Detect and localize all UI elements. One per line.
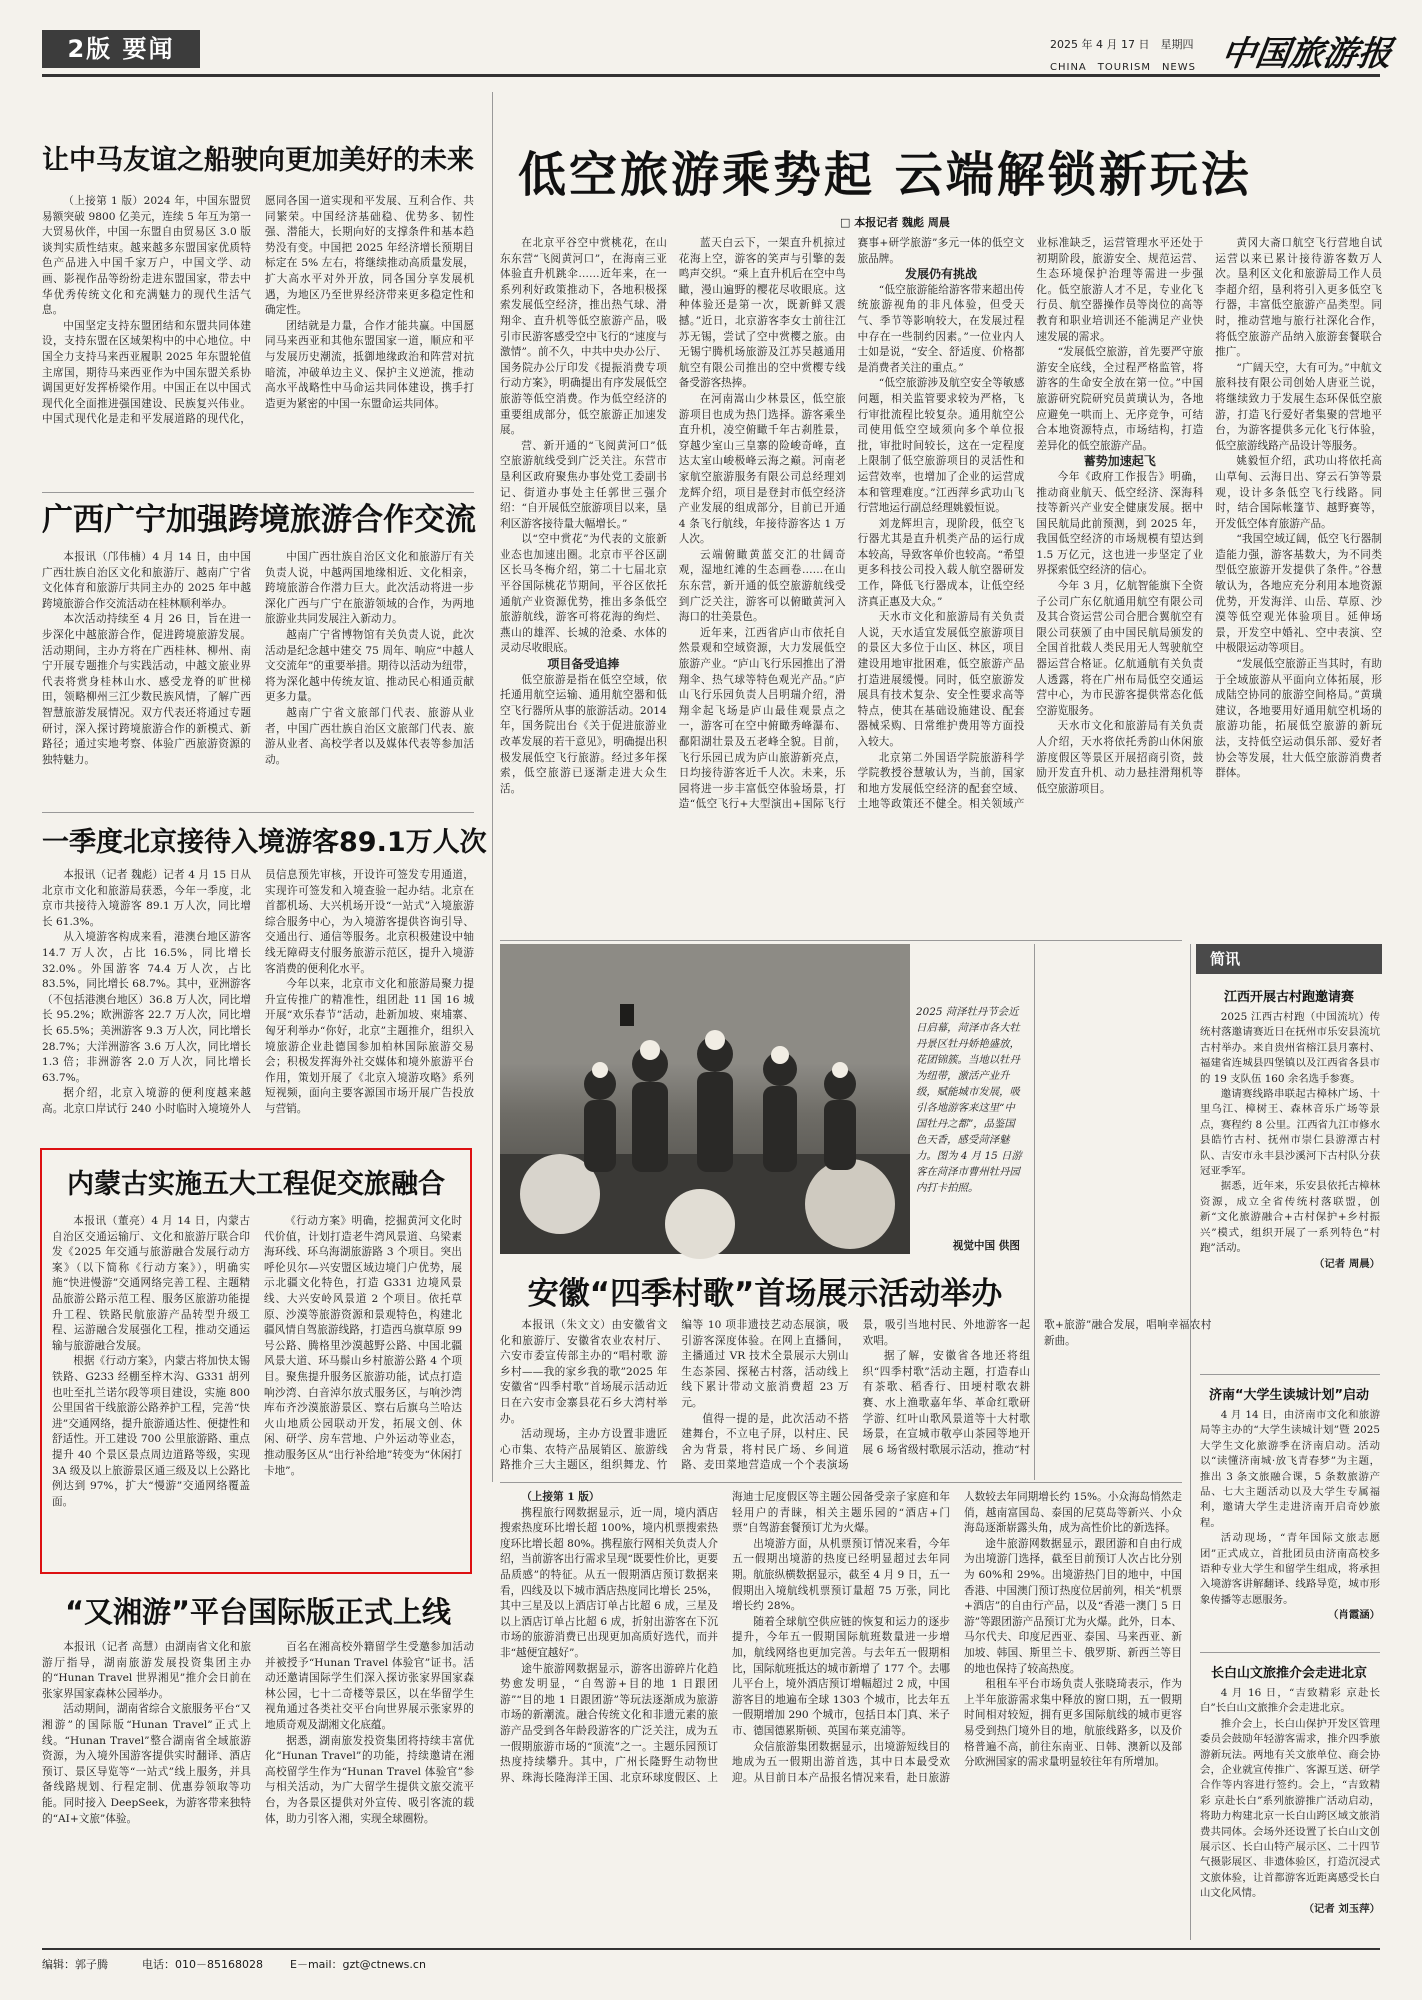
brief-section-label: 简讯	[1210, 950, 1241, 968]
art2-body: 在北京平谷空中赏桃花，在山东东营“飞阅黄河口”，在海南三亚体验直升机跳伞……近年来，在一系列利好政策推动下，各地积极探索发展低空经济，推出热气球、滑翔伞、直升机等低空旅游产品，吸引市民游客感受空中飞行的“速度与激情”。前不久，中共中央办公厅、国务院办公厅印发《提振消费专项行动方案》，明确提出有序发展低空旅游等低空消费。作为低空经济的重要组成部分，低空旅游正加速发展。 营、新开通的“飞阅黄河口”低空旅游航线受到广泛关注。东营市垦利区政府聚焦办事处党工委副书记、街道办事处主任郭世三强介绍：“自开展低空旅游项目以来，垦利区游客接待量大幅增长。” 以“空中赏花”为代表的文旅新业态也加速出圈。北京市平谷区副区长马冬梅介绍，第二十七届北京平谷国际桃花节期间，平谷区依托通航产业资源优势，推出多条低空旅游航线，游客可将花海的绚烂、燕山的雄浑、长城的沧桑、水体的灵动尽收眼底。 项目备受追捧 低空旅游是指在低空空域，依托通用航空运输、通用航空器和低空飞行器所从事的旅游活动。2014 年，国务院出台《关于促进旅游业改革发展的若干意见》，明确提出积极发展低空飞行旅游。经过多年探索，低空旅游已逐渐走进大众生活。 蓝天白云下，一架直升机掠过花海上空，游客的笑声与引擎的轰鸣声交织。“乘上直升机后在空中鸟瞰，漫山遍野的樱花尽收眼底。这种体验还是第一次，既新鲜又震撼。”近日，北京游客李女士前往江苏无锡，尝试了空中赏樱之旅。由无锡宁腾机场旅游及江苏吴越通用航空有限公司推出的空中赏樱专线备受游客热捧。 在河南嵩山少林景区，低空旅游项目也成为热门选择。游客乘坐直升机，凌空俯瞰千年古刹胜景，穿越少室山三皇寨的险峻奇峰，直达太室山峻极峰云海之巅。河南老家航空旅游服务有限公司总经理刘龙辉介绍，项目是登封市低空经济产业发展的组成部分，目前已开通 4 条飞行航线，年接待游客达 1 万人次。 云端俯瞰黄蓝交汇的壮阔奇观，湿地红滩的生态画卷……在山东东营，新开通的低空旅游航线受到广泛关注，游客可以俯瞰黄河入海口的壮美景色。 近年来，江西省庐山市依托自然景观和空域资源，大力发展低空旅游产业。“庐山飞行乐园推出了滑翔伞、热气球等特色观光产品。”庐山飞行乐园负责人吕明瑞介绍，滑翔伞起飞场是庐山最佳观景点之一，游客可在空中俯瞰秀峰瀑布、鄱阳湖壮景及五老峰全貌。目前，飞行乐园已成为庐山旅游新亮点，日均接待游客近千人次。未来，乐园将进一步丰富低空体验场景，打造“低空飞行+大型演出+国际飞行赛事+研学旅游”多元一体的低空文旅品牌。 发展仍有挑战 “低空旅游能给游客带来超出传统旅游视角的非凡体验，但受天气、季节等影响较大，在发展过程中存在一些制约因素。”一位业内人士如是说，“安全、舒适度、价格都是消费者关注的重点。” “低空旅游涉及航空安全等敏感问题，相关监管要求较为严格，飞行审批流程比较复杂。通用航空公司使用低空空域须向多个单位报批，审批时间较长，这在一定程度上限制了低空旅游项目的灵活性和运营效率，也增加了企业的运营成本和管理难度。”江西萍乡武功山飞行营地运行副总经理姚毅恒说。 刘龙辉坦言，现阶段，低空飞行器尤其是直升机类产品的运行成本较高，导致客单价也较高。“希望更多科技公司投入载人航空器研发工作，降低飞行器成本，让低空经济真正惠及大众。” 天水市文化和旅游局有关负责人说，天水适宜发展低空旅游项目的景区大多位于山区、林区，项目建设用地审批困难，低空旅游产品打造进展缓慢。同时，低空旅游发展具有技术复杂、安全性要求高等特点，使其在基础设施建设、配套器械采购、日常维护费用等方面投入较大。 北京第二外国语学院旅游科学学院教授谷慧敏认为，当前，国家和地方发展低空经济的配套空域、土地等政策还不健全。相关领域产业标准缺乏，运营管理水平还处于初期阶段，旅游安全、规范运营、生态环境保护治理等需进一步强化。低空旅游人才不足，专业化飞行员、航空器操作员等岗位的高等教育和职业培训还不能满足产业快速发展的需求。 “发展低空旅游，首先要严守旅游安全底线，全过程严格监管，将游客的生命安全放在第一位。”中国旅游研究院研究员黄璜认为，各地应避免一哄而上、无序竞争，可结合本地资源特点，市场结构，打造差异化的低空旅游产品。 蓄势加速起飞 今年《政府工作报告》明确，推动商业航天、低空经济、深海科技等新兴产业安全健康发展。据中国民航局此前预测，到 2025 年，我国低空经济的市场规模有望达到 1.5 万亿元，这也进一步坚定了业界探索低空经济的信心。 今年 3 月，亿航智能旗下全资子公司广东亿航通用航空有限公司及其合资运营公司合肥合翼航空有限公司获颁了由中国民航局颁发的全国首批载人类民用无人驾驶航空器运营合格证。亿航通航有关负责人透露，将在广州布局低空交通运营中心，为市民游客提供常态化低空游览服务。 天水市文化和旅游局有关负责人介绍，天水将依托秀韵山休闲旅游度假区等景区开展招商引资，鼓励开发直升机、动力悬挂滑翔机等低空旅游项目。 黄冈大斋口航空飞行营地自试运营以来已累计接待游客数万人次。垦利区文化和旅游局工作人员李超介绍，垦利将引入更多低空飞行器，丰富低空旅游产品类型。同时，推动营地与旅行社深化合作，将低空旅游产品纳入旅游套餐联合推广。 “广阔天空，大有可为。”中航文旅科技有限公司创始人唐亚兰说，将继续致力于发展生态环保低空旅游，打造飞行爱好者集聚的营地平台，为游客提供多元化飞行体验，低空旅游线路产品设计等服务。 姚毅恒介绍，武功山将依托高山草甸、云海日出、穿云石笋等景观，设计多条低空飞行线路。同时，结合国际帐篷节、越野赛等，开发低空体育旅游产品。 “我国空域辽阔，低空飞行器制造能力强，游客基数大，为不同类型低空旅游开发提供了条件。”谷慧敏认为，各地应充分利用本地资源优势，开发海洋、山岳、草原、沙漠等低空观光体验项目。延伸场景，开发空中婚礼、空中表演、空中极限运动等项目。 “发展低空旅游正当其时，有助于全域旅游从平面向立体拓展，形成陆空协同的旅游空间格局。”黄璜建议，各地要用好通用航空机场的旅游功能，拓展低空旅游的新玩法，支持低空运动俱乐部、爱好者协会等发展，壮大低空旅游消费者群体。	[500, 237, 1382, 811]
brief1-body: 2025 江西古村跑（中国流坑）传统村落邀请赛近日在抚州市乐安县流坑古村举办。来自贵州省榕江县月寨村、福建省连城县四堡镇以及江西省各县市的 19 支队伍 160 余名选手参赛。 邀请赛线路串联起古樟林广场、十里乌江、樟树王、森林音乐广场等景点，赛程约 8 公里。江西省九江市修水县皓竹古村、抚州市崇仁县游潭古村队、吉安市永丰县沙溪河下古村队分获冠亚季军。 据悉，近年来，乐安县依托古樟林资源，成立全省传统村落联盟，创新“文化旅游融合+古村保护+乡村振兴”模式，组织开展了一系列特色“村跑”活动。 （记者 周晨）	[1200, 1011, 1380, 1270]
brief1-title: 江西开展古村跑邀请赛	[1223, 990, 1354, 1005]
masthead-en: CHINA TOURISM NEWS	[1050, 62, 1196, 73]
subhead: 项目备受追捧	[547, 657, 620, 672]
subhead: 蓄势加速起飞	[1083, 454, 1156, 469]
issue-date: 2025 年 4 月 17 日 星期四	[1050, 38, 1194, 51]
art7-body: 本报讯（朱文文）由安徽省文化和旅游厅、安徽省农业农村厅、六安市委宣传部主办的“唱村歌 游乡村——我的家乡我的歌”2025 年安徽省“四季村歌”首场展示活动近日在六安市金寨县花石乡大湾村举办。 活动现场，主办方设置非遗匠心市集、农特产品展销区、旅游线路推介三大主题区，组织舞龙、竹编等 10 项非遗技艺动态展演，吸引游客深度体验。在网上直播间，主播通过 VR 技术全景展示大别山生态茶园、探秘古村落，活动线上线下累计带动文旅消费超 23 万元。 值得一提的是，此次活动不搭建舞台，不立电子屏，以村庄、民舍为背景，将村民广场、乡间道路、麦田菜地营造成一个个表演场景，吸引当地村民、外地游客一起欢唱。 据了解，安徽省各地还将组织“四季村歌”活动主题，打造春山有茶歌、稻香行、田埂村歌农耕赛、水上渔歌嘉年华、革命红歌研学游、红叶山歌风景道等十大村歌场景，在宣城市敬亭山茶园等地开展 6 场省级村歌展示活动，推动“村歌+旅游”融合发展，唱响幸福农村新曲。	[500, 1319, 1212, 1472]
art5-title: 内蒙古实施五大工程促交旅融合	[67, 1169, 445, 1200]
footer-phone: 电话：010－85168028	[142, 1958, 263, 1971]
brief3-title: 长白山文旅推介会走进北京	[1210, 1666, 1367, 1681]
art2-title: 低空旅游乘势起 云端解锁新玩法	[518, 147, 1252, 203]
art6-title: “又湘游”平台国际版正式上线	[64, 1595, 452, 1629]
art6-body: 本报讯（记者 高慧）由湖南省文化和旅游厅指导，湖南旅游发展投资集团主办的“Hunan Travel 世界湘见”推介会日前在张家界国家森林公园举办。 活动期间，湖南省综合文旅服务平台“又湘游”的国际版“Hunan Travel”正式上线。“Hunan Travel”整合湖南省全域旅游资源，为入境外国游客提供实时翻译、酒店预订、景区导览等“一站式”线上服务，并具备线路规划、行程定制、优惠券领取等功能。同时接入 DeepSeek，为游客带来独特的“AI+文旅”体验。 百名在湘高校外籍留学生受邀参加活动并被授予“Hunan Travel 体验官”证书。活动还邀请国际学生们深入探访张家界国家森林公园，七十二奇楼等景区，以在华留学生视角通过各类社交平台向世界展示张家界的地质奇观及湖湘文化底蕴。 据悉，湖南旅发投资集团将持续丰富优化“Hunan Travel”的功能，持续邀请在湘高校留学生作为“Hunan Travel 体验官”参与相关活动，为广大留学生提供文旅交流平台，为各景区提供对外宣传、吸引客流的载体，助力引客入湘，实现全球圈粉。	[42, 1641, 474, 1825]
brief2-title: 济南“大学生读城计划”启动	[1208, 1388, 1370, 1403]
art7-title: 安徽“四季村歌”首场展示活动举办	[527, 1276, 1003, 1312]
divider	[500, 1482, 1182, 1483]
art8-body: （上接第 1 版） 携程旅行网数据显示，近一周，境内酒店搜索热度环比增长超 100%，境内机票搜索热度环比增长超 80%。携程旅行网相关负责人介绍，当前游客出行需求呈现“既要性价比，更要品质感”的特征。从五一假期酒店预订数据来看，四线及以下城市酒店热度同比增长 25%，其中三星及以上酒店订单占比超 6 成，三星及以上酒店订单占比超 6 成，折射出游客在下沉市场的旅游消费已出现更加高质好选代，而并非“越便宜越好”。 途牛旅游网数据显示，游客出游碎片化趋势愈发明显，“自驾游+目的地 1 日跟团游”“目的地 1 日跟团游”等玩法逐渐成为旅游市场的新潮流。融合传统文化和非遗元素的旅游产品受到各年龄段游客的广泛关注，成为五一假期旅游市场的“顶流”之一。主题乐园预订热度持续攀升。其中，广州长隆野生动物世界、珠海长隆海洋王国、北京环球度假区、上海迪士尼度假区等主题公园备受亲子家庭和年轻用户的青睐，相关主题乐园的“酒店+门票”自驾游套餐预订尤为火爆。 出境游方面，从机票预订情况来看，今年五一假期出境游的热度已经明显超过去年同期。航旅纵横数据显示，截至 4 月 9 日，五一假期出入境航线机票预订量超 75 万张，同比增长约 28%。 随着全球航空供应链的恢复和运力的逐步提升，今年五一假期国际航班数量进一步增加，航线网络也更加完善。与去年五一假期相比，国际航班抵达的城市新增了 177 个。去哪儿平台上，境外酒店预订增幅超过 2 成，中国游客目的地遍布全球 1303 个城市，比去年五一假期增加 290 个城市，包括日本门真、米子市、德国德累斯顿、英国布莱克浦等。 众信旅游集团数据显示，出境游短线目的地成为五一假期出游首选，其中日本最受欢迎。从目前日本产品报名情况来看，赴日旅游人数较去年同期增长约 15%。小众海岛悄然走俏，越南富国岛、泰国的尼莫岛等新兴、小众海岛逐渐崭露头角，成为高性价比的新选择。 途牛旅游网数据显示，跟团游和自由行成为出境游门选择，截至目前预订人次占比分别为 60%和 29%。出境游热门目的地中，中国香港、中国澳门预订热度位居前列，相关“机票+酒店”的自由行产品，以及“香港一澳门 5 日游”等跟团游产品预订尤为火爆。此外，日本、马尔代夫、印度尼西亚、泰国、马来西亚、新加坡、韩国、斯里兰卡、俄罗斯、新西兰等目的地也保持了较高热度。 租租车平台市场负责人张晓琦表示，作为上半年旅游需求集中释放的窗口期，五一假期时间相对较短，拥有更多国际航线的城市更容易受到热门境外目的地，航旅线路多，以及价格普遍不高，前往东南亚、日韩、澳新以及部分欧洲国家的需求量明显较往年有所增加。	[500, 1491, 1182, 1784]
art4-body: 本报讯（记者 魏彪）记者 4 月 15 日从北京市文化和旅游局获悉，今年一季度，北京市共接待入境游客 89.1 万人次，同比增长 61.3%。 从入境游客构成来看，港澳台地区游客 14.7 万人次，占比 16.5%，同比增长 32.0%。外国游客 74.4 万人次，占比 83.5%，同比增长 68.7%。其中，亚洲游客（不包括港澳台地区）36.8 万人次，同比增长 95.2%；欧洲游客 22.7 万人次，同比增长 65.5%；美洲游客 9.3 万人次，同比增长 28.7%；大洋洲游客 3.6 万人次，同比增长 1.3 倍；非洲游客 2.0 万人次，同比增长 63.7%。 据介绍，北京入境游的便利度越来越高。北京口岸试行 240 小时临时入境境外人员信息预先审核，开设许可签发专用通道，实现许可签发和入境查验一起办结。北京在首都机场、大兴机场开设“一站式”入境旅游综合服务中心，为入境游客提供咨询引导、交通出行、通信等服务。北京积极建设中轴线无障碍支付服务旅游示范区，提升入境游客消费的便利化水平。 今年以来，北京市文化和旅游局聚力提升宣传推广的精准性，组团赴 11 国 16 城开展“欢乐春节”活动，赴新加坡、柬埔寨、匈牙利举办“你好，北京”主题推介，组织入境旅游企业赴德国参加柏林国际旅游交易会；积极发挥海外社交媒体和境外旅游平台作用，策划开展了《北京入境游攻略》系列短视频，面向主要客源国市场开展广告投放与营销。	[42, 869, 474, 1115]
art3-title: 广西广宁加强跨境旅游合作交流	[42, 502, 476, 538]
brief3-body: 4 月 16 日，“吉致精彩 京赴长白”长白山文旅推介会走进北京。 推介会上，长白山保护开发区管理委员会鼓励年轻游客需求，推介四季旅游新玩法。两地有关文旅单位、商会协会，企业就宣传推广、客源互送、研学合作等内容进行签约。会上，“吉致精彩 京赴长白”系列旅游推广活动启动，将助力构建北京一长白山跨区域文旅消费共同体。会场外还设置了长白山文创展示区、长白山特产展示区、二十四节气摄影展区、非遗体验区，打造沉浸式文旅体验，让首都游客近距离感受长白山文化风情。 （记者 刘玉萍）	[1200, 1687, 1380, 1915]
divider	[1034, 944, 1035, 1480]
divider	[1200, 1652, 1380, 1653]
art4-title: 一季度北京接待入境游客89.1万人次	[42, 827, 487, 858]
art3-body: 本报讯（邝伟楠）4 月 14 日，由中国广西壮族自治区文化和旅游厅、越南广宁省文化体育和旅游厅共同主办的 2025 年中越跨境旅游合作交流活动在桂林顺利举办。 本次活动持续至 4 月 26 日，旨在进一步深化中越旅游合作，促进跨境旅游发展。活动期间，主办方将在广西桂林、柳州、南宁开展专题推介与实践活动，中越文旅业界代表将赏身桂林山水、感受龙脊的旷世梯田，领略柳州三江少数民族风情，了解广西智慧旅游发展情况。双方代表还将通过专题研讨，深入探讨跨境旅游合作的新模式、新路径；通过实地考察、体验广西旅游资源的独特魅力。 中国广西壮族自治区文化和旅游厅有关负责人说，中越两国地缘相近、文化相亲，跨境旅游合作潜力巨大。此次活动将进一步深化广西与广宁在旅游领域的合作，为两地旅游业共同发展注入新动力。 越南广宁省博物馆有关负责人说，此次活动是纪念越中建交 75 周年、响应“中越人文交流年”的重要举措。期待以活动为纽带，将为深化越中传统友谊、推动民心相通贡献更多力量。 越南广宁省文旅部门代表、旅游从业者，中国广西壮族自治区文旅部门代表、旅游从业者、高校学者以及媒体代表等参加活动。	[42, 551, 474, 766]
page-label: 2版 要闻	[42, 30, 200, 68]
footer-editor: 编辑：郭子腾	[42, 1958, 108, 1971]
photo-credit: 视觉中国 供图	[952, 1240, 1020, 1252]
divider	[492, 92, 493, 1482]
art2-byline: □ 本报记者 魏彪 周晨	[840, 216, 950, 229]
photo-caption: 2025 菏泽牡丹节会近日启幕，菏泽市各大牡丹景区牡丹娇艳盛放，花团锦簇。当地以牡丹为纽带，激活产业升级，赋能城市发展，吸引各地游客来这里“中国牡丹之都”，品鉴国色天香，感受菏泽魅力。图为 4 月 15 日游客在菏泽市曹州牡丹园内打卡拍照。	[916, 1006, 1022, 1194]
brief2-body: 4 月 14 日，由济南市文化和旅游局等主办的“大学生读城计划”暨 2025 大学生文化旅游季在济南启动。活动以“读懂济南城·放飞青春梦”为主题，推出 3 条文旅融合课，5 条数旅游产品、七大主题活动以及大学生专属福利，邀请大学生走进济南开启奇妙旅程。 活动现场，“青年国际文旅志愿团”正式成立，首批团员由济南高校多语种专业大学生和留学生组成，将承担入境游客讲解翻译、线路导览，城市形象传播等志愿服务。 （肖霞涵）	[1200, 1409, 1380, 1622]
divider	[1200, 1374, 1380, 1375]
footer-rule	[42, 1948, 1380, 1950]
subhead: 发展仍有挑战	[904, 267, 977, 282]
photo-illustration	[500, 944, 910, 1254]
art1-title: 让中马友谊之船驶向更加美好的未来	[42, 145, 474, 176]
divider	[500, 940, 1182, 941]
divider	[42, 492, 474, 493]
tourists-selfie-photo	[500, 944, 910, 1254]
art1-body: （上接第 1 版）2024 年，中国东盟贸易额突破 9800 亿美元，连续 5 年互为第一大贸易伙伴，中国一东盟自由贸易区 3.0 版谈判实质性结束。越来越多东盟国家优质特色产品进入中国千家万户，中国文学、动画、影视作品等纷纷走进东盟国家，带去中华优秀传统文化和充满魅力的现代生活气息。 中国坚定支持东盟团结和东盟共同体建设，支持东盟在区域架构中的中心地位。中国全力支持马来西亚履职 2025 年东盟轮值主席国，期待马来西亚作为中国东盟关系协调国更好发挥桥梁作用。中国正在以中国式现代化全面推进强国建设、民族复兴伟业。中国式现代化是走和平发展道路的现代化，愿同各国一道实现和平发展、互利合作、共同繁荣。中国经济基础稳、优势多、韧性强、潜能大，长期向好的支撑条件和基本趋势没有变。中国把 2025 年经济增长预期目标定在 5% 左右，将继续推动高质量发展，扩大高水平对外开放，同各国分享发展机遇，为地区乃至世界经济带来更多稳定性和确定性。 团结就是力量，合作才能共赢。中国愿同马来西亚和其他东盟国家一道，顺应和平与发展历史潮流，抵御地缘政治和阵营对抗暗流，冲破单边主义、保护主义逆流，推动高水平战略性中马命运共同体建设，携手打造更为紧密的中国一东盟命运共同体。	[42, 195, 474, 426]
art5-body: 本报讯（董亮）4 月 14 日，内蒙古自治区交通运输厅、文化和旅游厅联合印发《2025 年交通与旅游融合发展行动方案》（以下简称《行动方案》），明确实施“快进慢游”交通网络完善工程、主题精品旅游公路示范工程、服务区旅游功能提升工程、铁路民航旅游产品转型升级工程、运游融合发展强化工程，推动交通运输与旅游融合发展。 根据《行动方案》，内蒙古将加快太锡铁路、G233 经棚至梓木沟、G331 胡列也吐至扎兰诺尔段等项目建设，实施 800 公里国省干线旅游公路养护工程，完善“快进”交通网络，提升旅游通达性、便捷性和舒适性。开工建设 700 公里旅游路、重点提升 40 个景区景点周边道路等级，实现 3A 级及以上旅游景区通三级及以上公路比例达到 97%，扩大“慢游”交通网络覆盖面。 《行动方案》明确，挖掘黄河文化时代价值，计划打造老牛湾风景道、乌梁素海环线、环乌海湖旅游路 3 个项目。突出呼伦贝尔—兴安盟区域边境门户优势，展示北疆文化特色，打造 G331 边境风景线、大兴安岭风景道 2 个项目。依托草原、沙漠等旅游资源和景观特色，构建北疆风情自驾旅游线路，打造西乌旗草原 99 号公路、腾格里沙漠越野公路、中国北疆风景大道、环马鬃山乡村旅游公路 4 个项目。聚焦提升服务区旅游功能，试点打造响沙湾、白音淖尔放式服务区，与响沙湾库布齐沙漠旅游景区、察右后旗乌兰哈达火山地质公园联动开发，拓展文创、休闲、研学、房车营地、户外运动等业态，推动服务区从“出行补给地”转变为“休闲打卡地”。	[52, 1215, 462, 1508]
divider	[42, 812, 474, 813]
footer-email: E－mail：gzt@ctnews.cn	[290, 1958, 426, 1971]
header-rule	[42, 74, 1380, 77]
masthead-logo: 中国旅游报	[1218, 34, 1395, 74]
